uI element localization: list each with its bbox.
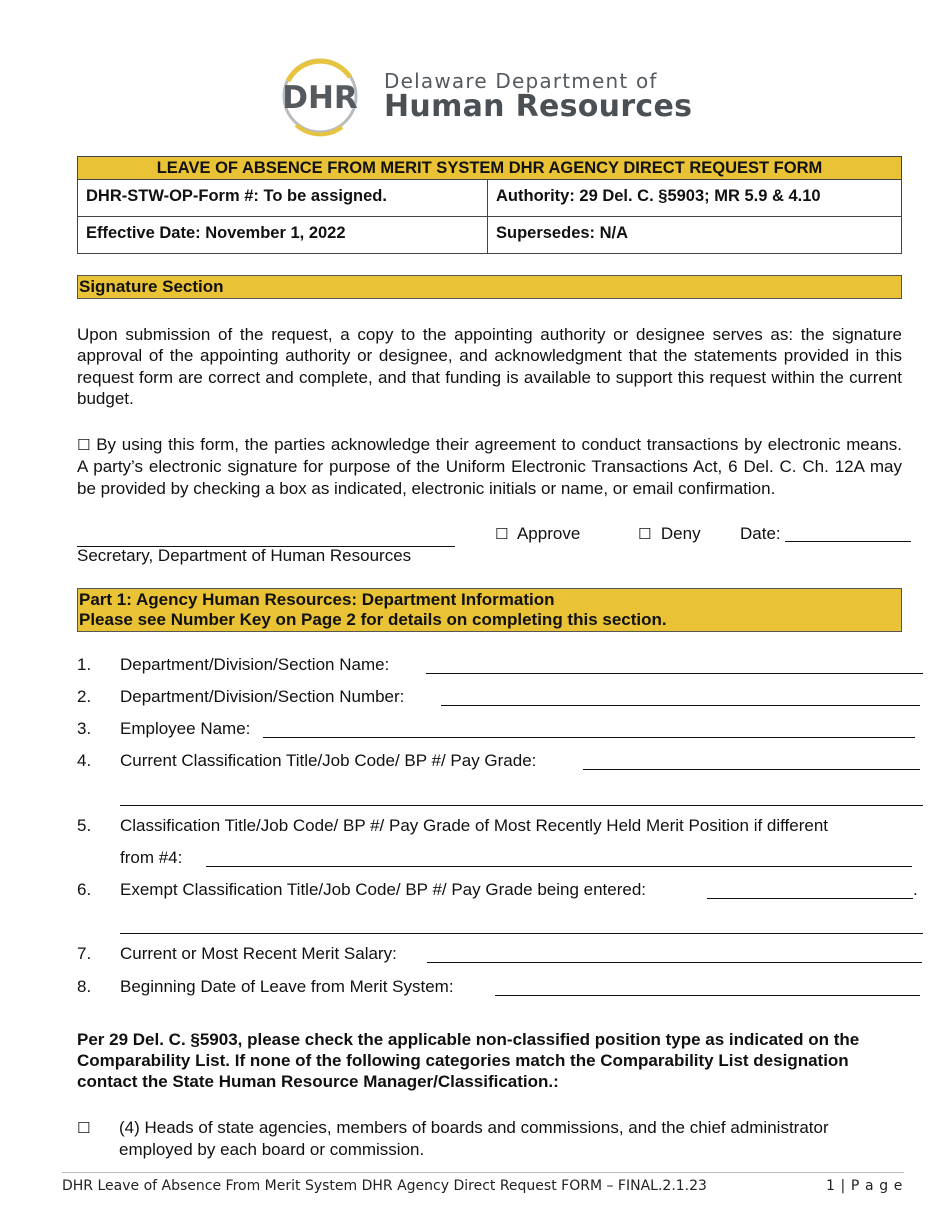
approve-option [495, 524, 580, 544]
field-number: 8. [77, 977, 92, 996]
dhr-logo-mark-text: DHR [282, 80, 358, 116]
field-label: Classification Title/Job Code/ BP #/ Pay Grade of Most Recently Held Merit Position if different [120, 816, 829, 835]
signer-title: Secretary, Department of Human Resources [77, 546, 412, 565]
logo-line2: Human Resources [384, 89, 693, 124]
field-number: 1. [77, 655, 92, 674]
field-number: 3. [77, 719, 92, 738]
header-row-1 [78, 180, 901, 217]
field-8 [77, 977, 925, 1001]
current-classification-input-line2[interactable] [120, 788, 923, 806]
field-number: 2. [77, 687, 92, 706]
field-label-continued: from #4: [120, 848, 183, 867]
part1-heading-line1: Part 1: Agency Human Resources: Department Information [79, 590, 555, 609]
field-1 [77, 655, 925, 679]
exempt-classification-input-line2[interactable] [120, 916, 923, 934]
approve-checkbox[interactable]: ☐ [495, 525, 509, 543]
esign-checkbox[interactable]: ☐ [77, 436, 91, 454]
form-title: LEAVE OF ABSENCE FROM MERIT SYSTEM DHR AGENCY DIRECT REQUEST FORM [78, 157, 901, 180]
authority: Authority: 29 Del. C. §5903; MR 5.9 & 4.10 [496, 187, 821, 205]
option-4-line1: (4) Heads of state agencies, members of boards and commissions, and the chief administrator [119, 1118, 829, 1137]
field-label: Exempt Classification Title/Job Code/ BP #/ Pay Grade being entered: [120, 880, 647, 899]
deny-option [638, 524, 701, 544]
field-label: Department/Division/Section Name: [120, 655, 390, 674]
part1-heading [77, 588, 902, 632]
effective-date: Effective Date: November 1, 2022 [78, 217, 488, 253]
logo-line1: Delaware Department of [384, 69, 658, 93]
merit-salary-input[interactable] [427, 945, 922, 963]
recent-merit-position-input[interactable] [206, 849, 912, 867]
form-header-table [77, 156, 902, 254]
approve-label: Approve [516, 524, 581, 543]
field-6 [77, 880, 925, 904]
date-field [740, 524, 911, 544]
signature-section-heading: Signature Section [77, 275, 902, 299]
leave-begin-date-input[interactable] [495, 978, 920, 996]
department-name-input[interactable] [426, 656, 923, 674]
field-label: Employee Name: [120, 719, 251, 738]
field-4 [77, 751, 925, 775]
field-number: 4. [77, 751, 92, 770]
field-2 [77, 687, 925, 711]
position-type-instruction: Per 29 Del. C. §5903, please check the applicable non-classified position type as indicated on the Comparability List. If none of the following categories match the Comparability List designation contact the State Human Resource Manager/Classification.: [77, 1030, 860, 1091]
field-number: 6. [77, 880, 92, 899]
field-number: 5. [77, 816, 92, 835]
exempt-classification-input[interactable] [707, 881, 913, 899]
date-label: Date: [740, 524, 781, 543]
deny-label: Deny [660, 524, 701, 543]
footer-divider [62, 1172, 904, 1173]
field-5-continued [77, 848, 925, 872]
field-5 [77, 816, 925, 840]
field-label: Current Classification Title/Job Code/ BP #/ Pay Grade: [120, 751, 537, 770]
option-4-line2: employed by each board or commission. [119, 1140, 425, 1159]
signature-paragraph: Upon submission of the request, a copy to the appointing authority or designee serves as: the signature approval of the appointing authority or designee, and acknowledgment that the statements provided in this request form are correct and complete, and that funding is available to support this request within the current budget. [77, 325, 902, 408]
option-4-checkbox[interactable]: ☐ [77, 1119, 91, 1137]
department-number-input[interactable] [441, 688, 920, 706]
deny-checkbox[interactable]: ☐ [638, 525, 652, 543]
field-3 [77, 719, 925, 743]
field-label: Beginning Date of Leave from Merit System: [120, 977, 454, 996]
field-label: Department/Division/Section Number: [120, 687, 405, 706]
esign-text: By using this form, the parties acknowledge their agreement to conduct transactions by electronic means. A party’s electronic signature for purpose of the Uniform Electronic Transactions Act, 6 Del. C. Ch. 12A may be provided by checking a box as indicated, electronic initials or name, or email confirmation. [77, 435, 902, 498]
employee-name-input[interactable] [263, 720, 915, 738]
field-number: 7. [77, 944, 92, 963]
footer-document-name: DHR Leave of Absence From Merit System DHR Agency Direct Request FORM – FINAL.2.1.23 [62, 1178, 707, 1194]
form-number: DHR-STW-OP-Form #: To be assigned. [78, 180, 488, 216]
dhr-logo [274, 55, 694, 137]
current-classification-input[interactable] [583, 752, 920, 770]
dhr-logo-mark [274, 55, 366, 137]
position-option-4 [77, 1117, 907, 1161]
part1-heading-line2: Please see Number Key on Page 2 for details on completing this section. [79, 610, 667, 629]
field-label: Current or Most Recent Merit Salary: [120, 944, 397, 963]
field-7 [77, 944, 925, 968]
header-row-2 [78, 217, 901, 253]
field-6-period: . [913, 880, 918, 899]
footer-page-number: 1 | P a g e [826, 1178, 903, 1194]
date-input[interactable] [785, 525, 911, 542]
esign-paragraph [77, 434, 902, 499]
supersedes: Supersedes: N/A [496, 224, 629, 242]
